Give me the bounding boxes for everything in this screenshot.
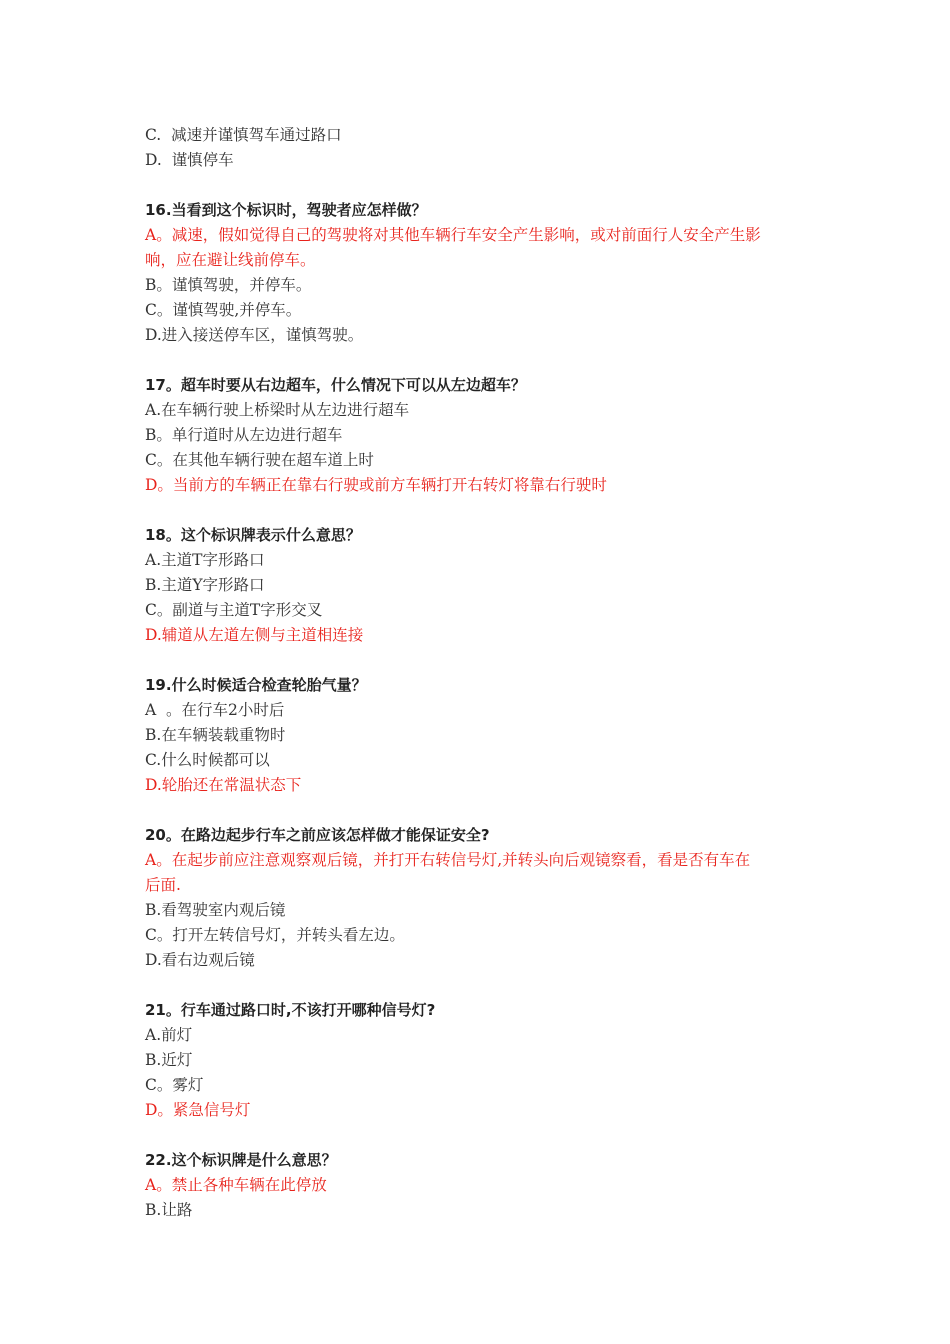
answer-option: C。在其他车辆行驶在超车道上时 bbox=[145, 451, 374, 469]
question-block bbox=[145, 998, 825, 1123]
answer-option: B.主道Y字形路口 bbox=[145, 576, 265, 594]
answer-option: A.在车辆行驶上桥梁时从左边进行超车 bbox=[145, 401, 410, 419]
answer-option: B.近灯 bbox=[145, 1051, 193, 1069]
correct-answer-option: D.辅道从左道左侧与主道相连接 bbox=[145, 626, 364, 644]
block-spacer bbox=[145, 973, 825, 998]
answer-option: A.前灯 bbox=[145, 1026, 193, 1044]
correct-answer-option: A。在起步前应注意观察观后镜，并打开右转信号灯,并转头向后观镜察看，看是否有车在 bbox=[145, 851, 751, 869]
answer-option: D.进入接送停车区，谨慎驾驶。 bbox=[145, 326, 364, 344]
question-text: 18。这个标识牌表示什么意思？ bbox=[145, 526, 361, 544]
answer-option: A 。在行车2小时后 bbox=[145, 701, 285, 719]
answer-option: B。谨慎驾驶，并停车。 bbox=[145, 276, 312, 294]
question-text: 17。超车时要从右边超车，什么情况下可以从左边超车？ bbox=[145, 376, 526, 394]
correct-answer-option: D。紧急信号灯 bbox=[145, 1101, 251, 1119]
correct-answer-option: D.轮胎还在常温状态下 bbox=[145, 776, 302, 794]
answer-option: D.看右边观后镜 bbox=[145, 951, 255, 969]
question-block bbox=[145, 1148, 825, 1223]
document-page bbox=[145, 123, 825, 1223]
answer-option: C。雾灯 bbox=[145, 1076, 204, 1094]
correct-answer-option: A。减速，假如觉得自己的驾驶将对其他车辆行车安全产生影响，或对前面行人安全产生影 bbox=[145, 226, 761, 244]
question-block bbox=[145, 373, 825, 498]
block-spacer bbox=[145, 348, 825, 373]
answer-option: C。谨慎驾驶,并停车。 bbox=[145, 301, 302, 319]
answer-option: B.让路 bbox=[145, 1201, 193, 1219]
question-block bbox=[145, 198, 825, 348]
answer-option: B.在车辆装载重物时 bbox=[145, 726, 286, 744]
question-text: 19.什么时候适合检查轮胎气量？ bbox=[145, 676, 367, 694]
correct-answer-option: D。当前方的车辆正在靠右行驶或前方车辆打开右转灯将靠右行驶时 bbox=[145, 476, 607, 494]
answer-option: C. 减速并谨慎驾车通过路口 bbox=[145, 126, 342, 144]
question-block bbox=[145, 823, 825, 973]
answer-option: B。单行道时从左边进行超车 bbox=[145, 426, 343, 444]
answer-option: D. 谨慎停车 bbox=[145, 151, 234, 169]
answer-option: C.什么时候都可以 bbox=[145, 751, 270, 769]
block-spacer bbox=[145, 173, 825, 198]
question-block bbox=[145, 123, 825, 173]
correct-answer-option: A。禁止各种车辆在此停放 bbox=[145, 1176, 327, 1194]
question-block bbox=[145, 523, 825, 648]
question-text: 21。行车通过路口时,不该打开哪种信号灯? bbox=[145, 1001, 436, 1019]
question-text: 20。在路边起步行车之前应该怎样做才能保证安全? bbox=[145, 826, 490, 844]
question-text: 22.这个标识牌是什么意思？ bbox=[145, 1151, 337, 1169]
answer-option: C。打开左转信号灯，并转头看左边。 bbox=[145, 926, 405, 944]
answer-option: B.看驾驶室内观后镜 bbox=[145, 901, 286, 919]
block-spacer bbox=[145, 648, 825, 673]
question-block bbox=[145, 673, 825, 798]
answer-option: A.主道T字形路口 bbox=[145, 551, 265, 569]
block-spacer bbox=[145, 498, 825, 523]
question-text: 16.当看到这个标识时，驾驶者应怎样做？ bbox=[145, 201, 427, 219]
block-spacer bbox=[145, 798, 825, 823]
block-spacer bbox=[145, 1123, 825, 1148]
correct-answer-option: 响，应在避让线前停车。 bbox=[145, 251, 316, 269]
correct-answer-option: 后面. bbox=[145, 876, 181, 894]
answer-option: C。副道与主道T字形交叉 bbox=[145, 601, 323, 619]
